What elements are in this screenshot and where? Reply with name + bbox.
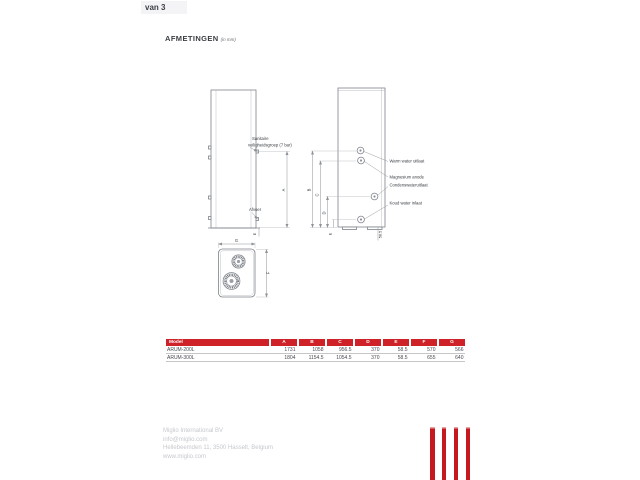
table-cell: 655 bbox=[427, 355, 436, 361]
connection-stub bbox=[209, 217, 212, 220]
table-cell: 1804 bbox=[284, 355, 296, 361]
anode-label: Magnesium anode bbox=[389, 174, 424, 180]
safety-group-label: veiligheidsgroep (7 bar) bbox=[248, 142, 292, 148]
cold-water-label: Koud water inlaat bbox=[389, 200, 422, 206]
table-cell: 1731 bbox=[284, 347, 296, 353]
dim-label-c: C bbox=[314, 193, 320, 197]
side-view-drawing bbox=[307, 88, 429, 241]
table-header-row bbox=[166, 339, 465, 346]
table-header-cell: B bbox=[299, 339, 325, 346]
logo-bar bbox=[442, 427, 447, 480]
footer-email: info@miglio.com bbox=[163, 436, 208, 443]
table-cell: 370 bbox=[371, 355, 380, 361]
dimensions-table bbox=[166, 339, 465, 362]
dim-label-e-side: E bbox=[328, 232, 333, 236]
table-cell: 1054.5 bbox=[336, 355, 352, 361]
logo-bar bbox=[454, 427, 459, 480]
dim-label-g: G bbox=[234, 238, 239, 243]
table-cell-model: ARUM-200L bbox=[167, 347, 195, 353]
table-row bbox=[166, 346, 465, 354]
footer-address: Hellebeemden 11, 3500 Hasselt, Belgium bbox=[163, 445, 273, 452]
table-header-cell: E bbox=[383, 339, 409, 346]
table-cell: 370 bbox=[371, 347, 380, 353]
dim-label-b: B bbox=[306, 188, 312, 192]
footer-contact-block bbox=[163, 427, 273, 461]
dim-label-d: D bbox=[321, 211, 327, 215]
table-cell: 1058 bbox=[312, 347, 324, 353]
foot bbox=[343, 227, 357, 230]
table-cell: 956.5 bbox=[338, 347, 352, 353]
condensate-label: Condenswateruitlaat bbox=[389, 182, 428, 188]
table-cell: 1154.5 bbox=[308, 355, 324, 361]
safety-group-label: Sanitaire bbox=[252, 136, 269, 141]
dim-label-e-front: E bbox=[253, 232, 257, 236]
table-cell: 640 bbox=[455, 355, 464, 361]
connection-stub bbox=[209, 146, 212, 149]
dim-label-a: A bbox=[281, 188, 286, 192]
connection-stub bbox=[209, 156, 212, 159]
table-row bbox=[166, 354, 465, 362]
table-header-cell: F bbox=[411, 339, 437, 346]
table-header-cell: A bbox=[271, 339, 297, 346]
logo-bar bbox=[466, 427, 471, 480]
table-header-cell: G bbox=[439, 339, 465, 346]
unit-label: (in mm) bbox=[220, 37, 236, 42]
drain-label: Afvoer bbox=[249, 207, 262, 212]
dim-label-f: F bbox=[265, 271, 271, 275]
warm-water-label: Warm water uitlaat bbox=[389, 158, 425, 164]
table-header-cell: Model bbox=[166, 339, 269, 346]
table-cell: 58.5 bbox=[397, 355, 408, 361]
dim-value-58-5: 58.5 bbox=[378, 230, 383, 239]
page-indicator: van 3 bbox=[141, 1, 187, 14]
front-view-drawing bbox=[208, 90, 292, 237]
connection-stub bbox=[209, 196, 212, 199]
table-header-cell: C bbox=[327, 339, 353, 346]
table-cell: 566 bbox=[455, 347, 464, 353]
top-view-drawing bbox=[219, 238, 271, 297]
table-cell-model: ARUM-300L bbox=[167, 355, 195, 361]
foot bbox=[368, 227, 383, 230]
footer-website: www.miglio.com bbox=[163, 453, 207, 460]
miglio-logo-bars bbox=[430, 427, 470, 480]
footer-company: Miglio International BV bbox=[163, 428, 224, 434]
logo-bar bbox=[430, 427, 435, 480]
table-cell: 58.5 bbox=[397, 347, 408, 353]
page-title: AFMETINGEN bbox=[165, 34, 219, 43]
table-header-cell: D bbox=[355, 339, 381, 346]
table-cell: 570 bbox=[427, 347, 436, 353]
